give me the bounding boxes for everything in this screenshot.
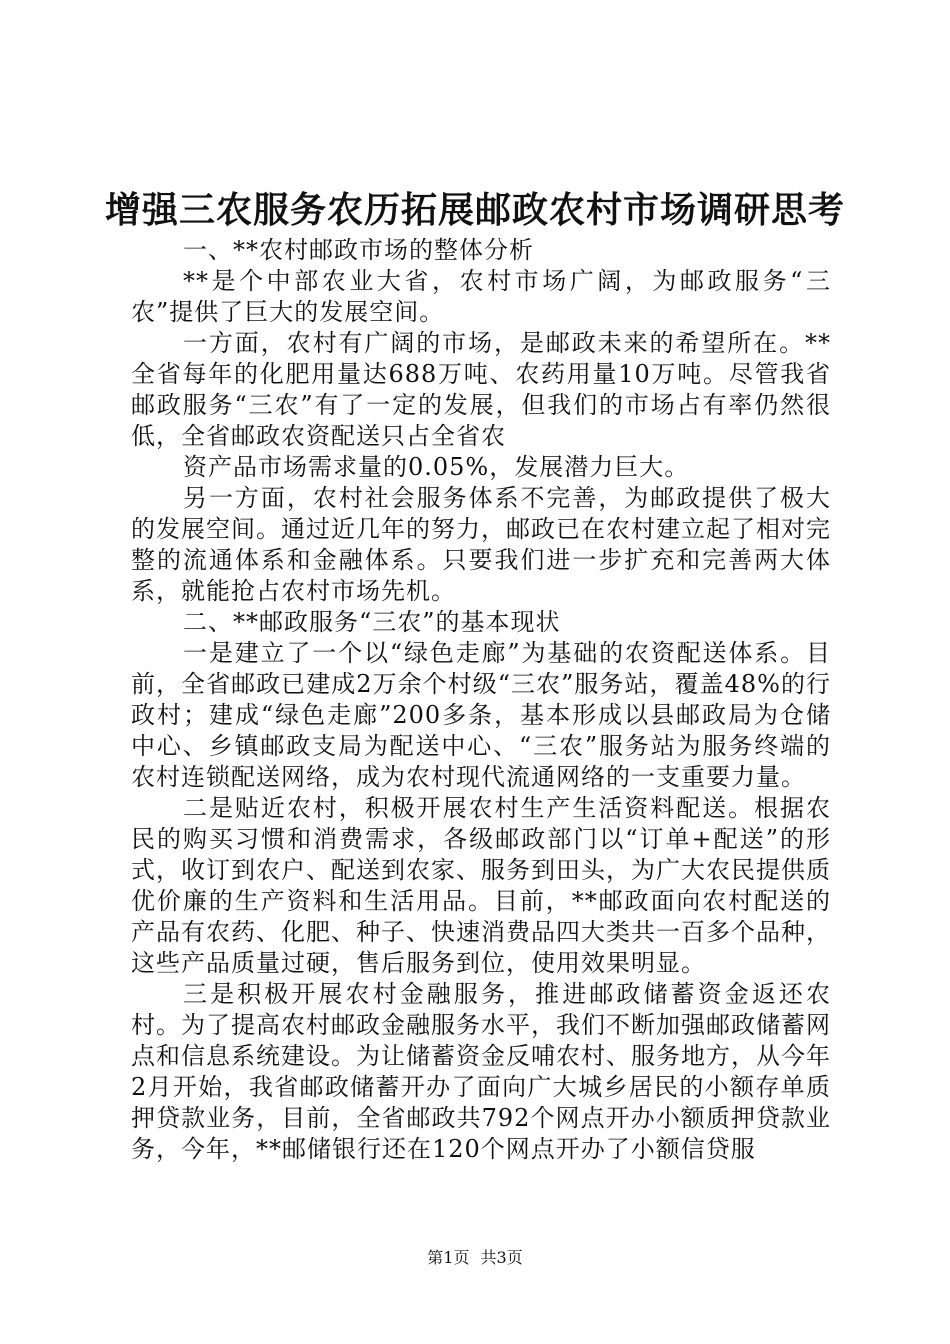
section-heading: 一、**农村邮政市场的整体分析 <box>183 236 534 264</box>
paragraph: 另一方面，农村社会服务体系不完善，为邮政提供了极大的发展空间。通过近几年的努力，邮政已在农村建立起了相对完整的流通体系和金融体系。只要我们进一步扩充和完善两大体系，就能抢占农村市场先机。 <box>131 484 831 605</box>
paragraph: 一方面，农村有广阔的市场，是邮政未来的希望所在。**全省每年的化肥用量达688万吨、农药用量10万吨。尽管我省邮政服务“三农”有了一定的发展，但我们的市场占有率仍然很低，全省邮政农资配送只占全省农 <box>131 329 831 450</box>
paragraph: 三是积极开展农村金融服务，推进邮政储蓄资金返还农村。为了提高农村邮政金融服务水平，我们不断加强邮政储蓄网点和信息系统建设。为让储蓄资金反哺农村、服务地方，从今年2月开始，我省邮政储蓄开办了面向广大城乡居民的小额存单质押贷款业务，目前，全省邮政共792个网点开办小额质押贷款业务，今年，**邮储银行还在120个网点开办了小额信贷服 <box>131 980 831 1163</box>
paragraph: 一是建立了一个以“绿色走廊”为基础的农资配送体系。目前，全省邮政已建成2万余个村级“三农”服务站，覆盖48%的行政村；建成“绿色走廊”200多条，基本形成以县邮政局为仓储中心、乡镇邮政支局为配送中心、“三农”服务站为服务终端的农村连锁配送网络，成为农村现代流通网络的一支重要力量。 <box>131 639 831 791</box>
document-title: 增强三农服务农历拓展邮政农村市场调研思考 <box>104 189 845 231</box>
section-heading: 二、**邮政服务“三农”的基本现状 <box>183 608 561 636</box>
page-footer <box>0 1246 950 1270</box>
paragraph: 资产品市场需求量的0.05%，发展潜力巨大。 <box>183 453 690 481</box>
paragraph: 二是贴近农村，积极开展农村生产生活资料配送。根据农民的购买习惯和消费需求，各级邮政部门以“订单+配送”的形式，收订到农户、配送到农家、服务到田头，为广大农民提供质优价廉的生产资料和生活用品。目前，**邮政面向农村配送的产品有农药、化肥、种子、快速消费品四大类共一百多个品种，这些产品质量过硬，售后服务到位，使用效果明显。 <box>131 794 831 977</box>
page-number: 第1页 <box>427 1248 470 1267</box>
document-body <box>131 235 831 1165</box>
paragraph: **是个中部农业大省，农村市场广阔，为邮政服务“三农”提供了巨大的发展空间。 <box>131 267 831 326</box>
page-total: 共3页 <box>480 1248 523 1267</box>
